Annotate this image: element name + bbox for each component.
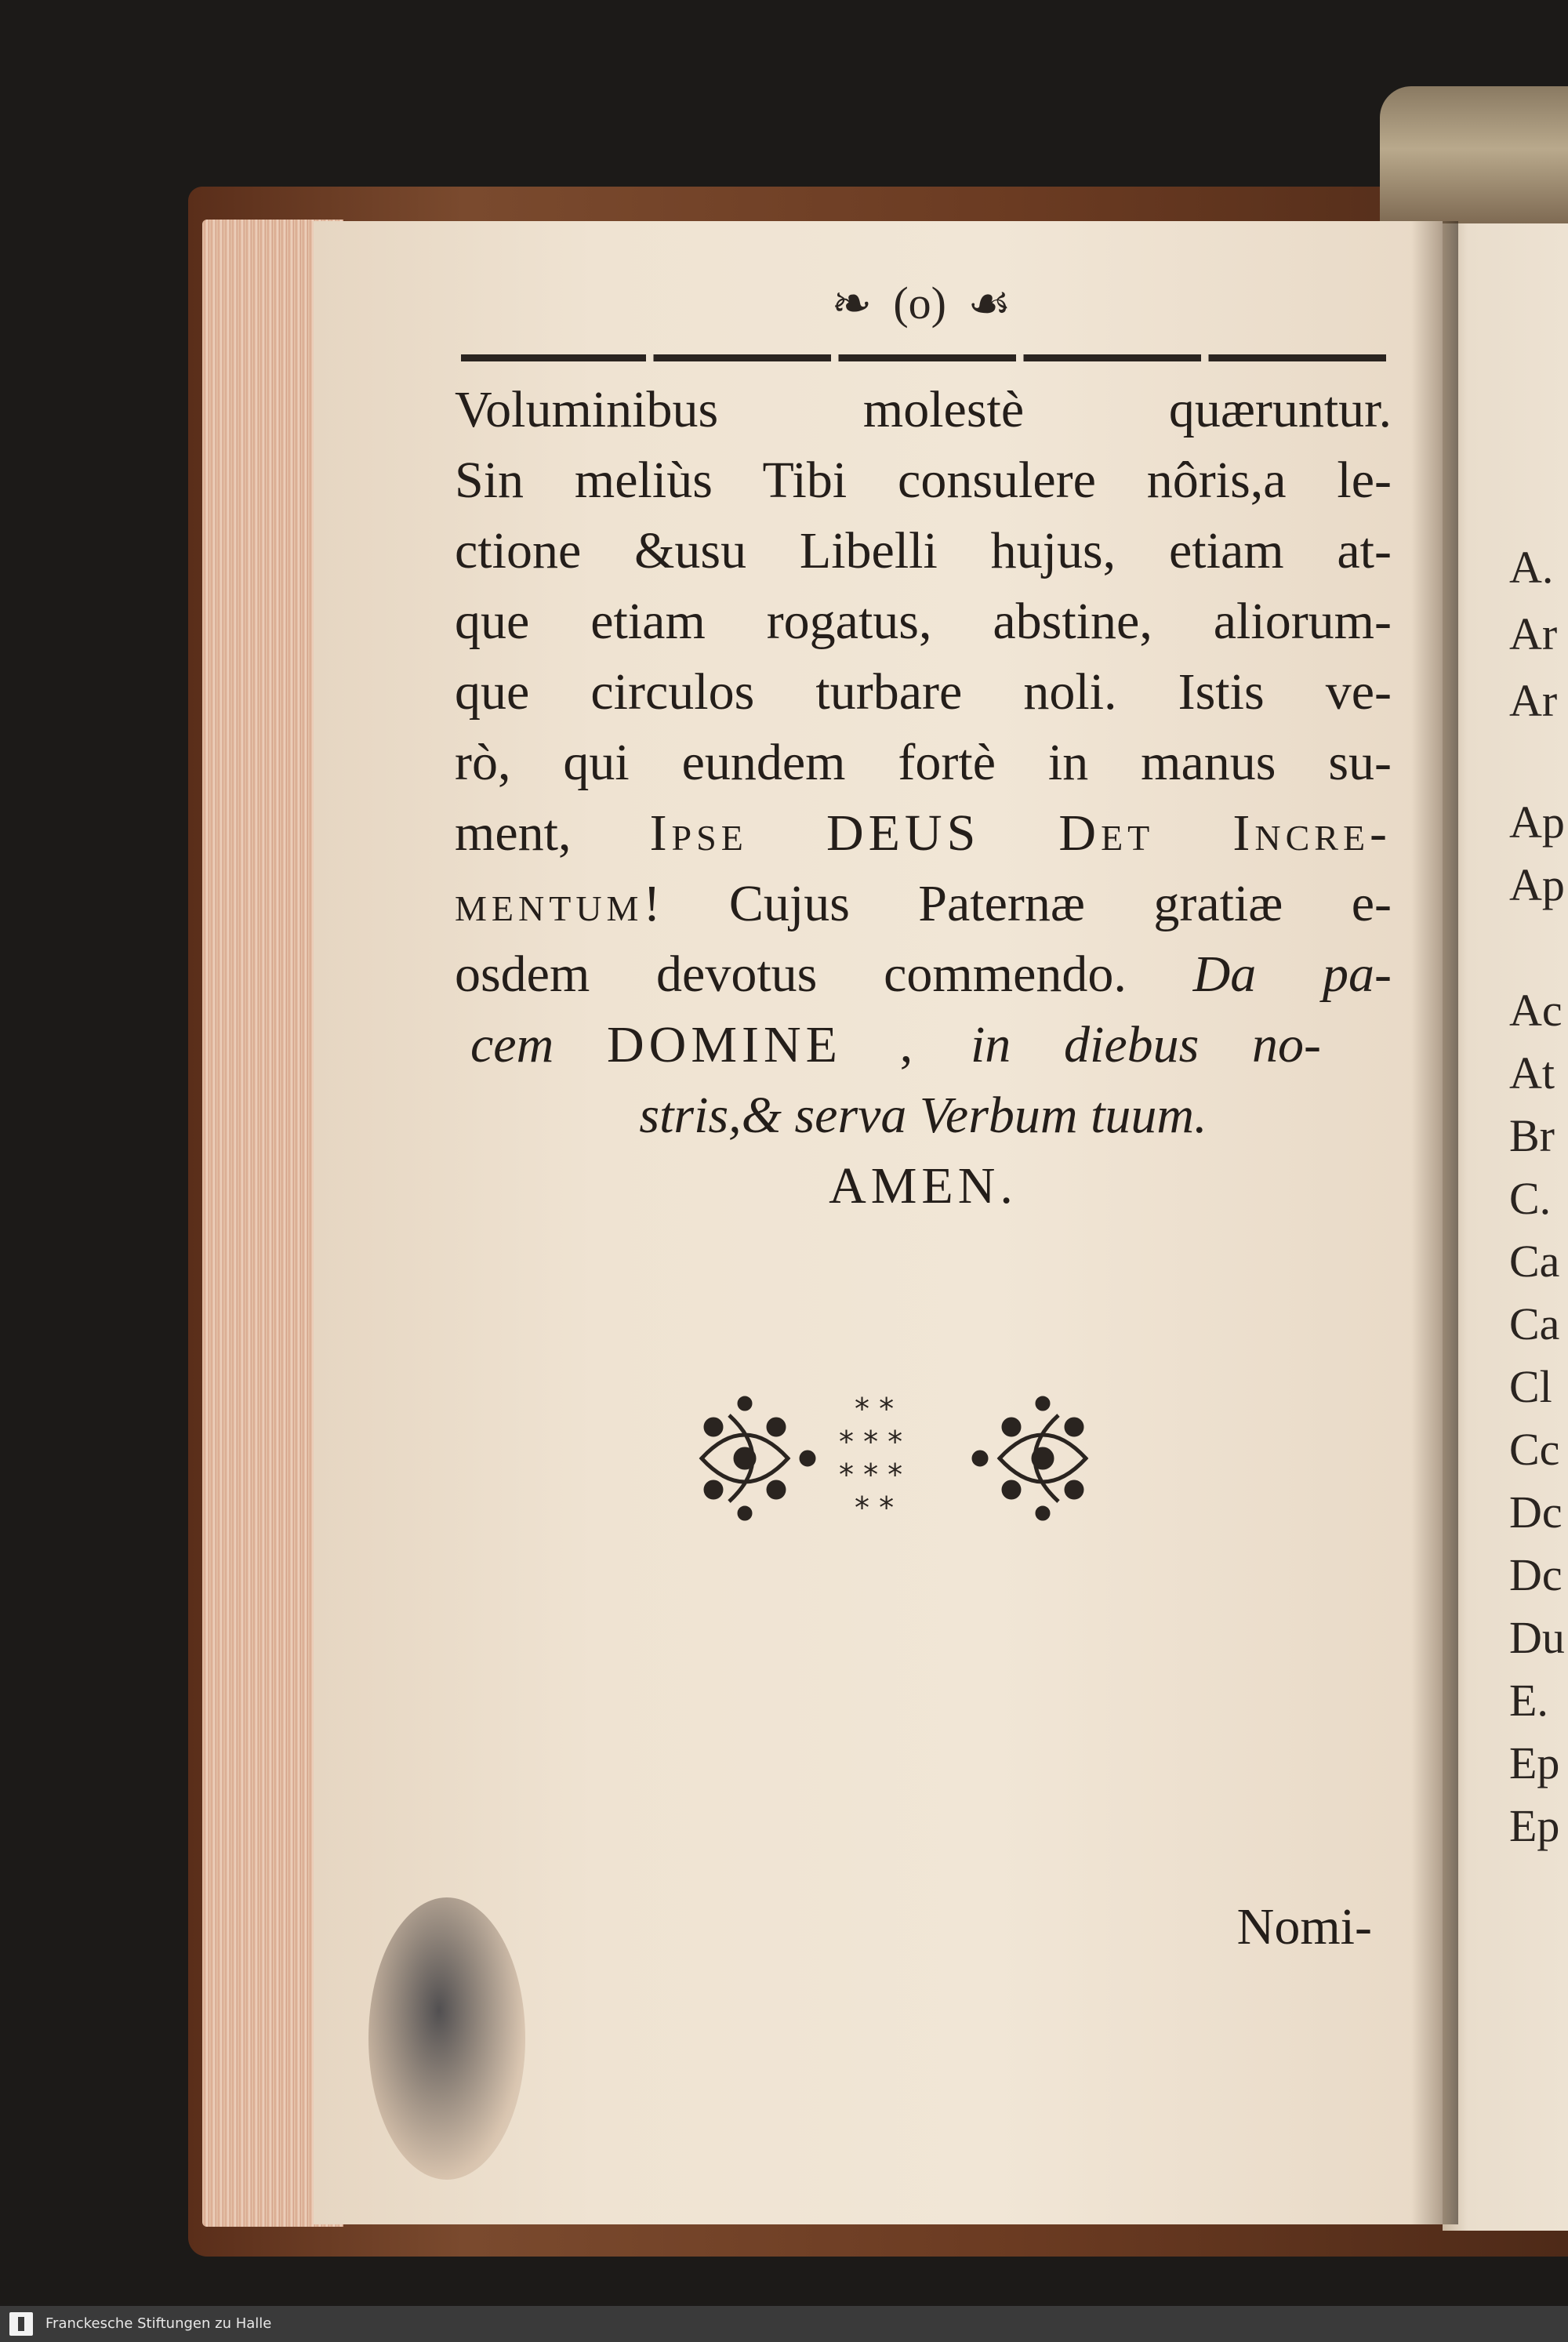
tailpiece-ornament-icon <box>690 1380 1113 1537</box>
text-line-3: ctione &usu Libelli hujus, etiam at- <box>455 522 1392 579</box>
text-line-9 <box>455 939 1392 1010</box>
text-line-9-plain: osdem devotus commendo. <box>455 946 1127 1003</box>
page-gutter <box>1411 221 1458 2224</box>
word-deus: DEUS <box>826 804 981 862</box>
word-domine: DOMINE , <box>607 1016 918 1073</box>
text-line-8 <box>455 869 1392 939</box>
right-page-fragment: At <box>1509 1048 1555 1098</box>
right-page-fragment: A. <box>1509 542 1554 593</box>
header-rule <box>461 354 1386 361</box>
body-text <box>455 375 1392 1222</box>
right-page-fragment: Cc <box>1509 1424 1560 1475</box>
catchword: Nomi- <box>1236 1898 1372 1955</box>
svg-text:* * *: * * * <box>839 1425 903 1459</box>
right-page-fragment: Ep <box>1509 1737 1560 1788</box>
right-page-fragment: Ep <box>1509 1800 1560 1851</box>
right-page-fragment: Ca <box>1509 1236 1560 1287</box>
right-page-fragment: E. <box>1509 1675 1548 1726</box>
institution-logo-icon <box>9 2312 33 2336</box>
text-line-2: Sin meliùs Tibi consulere nôris,a le- <box>455 452 1392 509</box>
right-floral-cluster <box>972 1396 1086 1520</box>
text-line-5: que circulos turbare noli. Istis ve- <box>455 663 1392 721</box>
text-line-7 <box>455 798 1392 869</box>
word-ipse: Ipse <box>649 804 748 862</box>
footer-bar <box>0 2306 1568 2342</box>
right-page-fragment: Ap <box>1509 797 1565 848</box>
text-line-1: Voluminibus molestè quæruntur. <box>455 381 1392 438</box>
right-page-fragment: Du <box>1509 1612 1565 1663</box>
right-page-fragment: Dc <box>1509 1487 1563 1538</box>
text-line-8-rest: ! Cujus Paternæ gratiæ e- <box>643 875 1392 932</box>
text-line-6: rò, qui eundem fortè in manus su- <box>455 734 1392 791</box>
left-floral-cluster <box>702 1396 815 1520</box>
page-header <box>455 274 1388 353</box>
text-line-11: stris,& serva Verbum tuum. <box>639 1087 1207 1144</box>
right-page-fragment: C. <box>1509 1173 1552 1224</box>
right-page-fragment: Cl <box>1509 1361 1552 1412</box>
book-spine-top <box>1380 86 1568 243</box>
right-page-fragment: Ac <box>1509 985 1563 1036</box>
right-page-fragment: Ca <box>1509 1298 1560 1349</box>
right-page <box>1443 223 1568 2231</box>
text-line-10-italic-1: cem <box>470 1016 554 1073</box>
right-page-fragment: Ap <box>1509 859 1565 910</box>
svg-text:* *: * * <box>855 1491 895 1525</box>
footer-label: Franckesche Stiftungen zu Halle <box>45 2315 272 2332</box>
folio-number: (o) <box>893 278 946 329</box>
svg-text:* *: * * <box>855 1392 895 1426</box>
text-line-10-italic-2: in diebus no- <box>970 1016 1322 1073</box>
amen-line: AMEN. <box>829 1157 1018 1215</box>
text-line-10 <box>455 1010 1392 1080</box>
right-page-fragment: Br <box>1509 1110 1555 1161</box>
word-mentum: mentum <box>455 875 644 932</box>
text-line-9-italic: Da pa- <box>1192 946 1392 1003</box>
text-line-7-start: ment, <box>455 804 572 862</box>
left-ornament-icon: ❧ <box>831 274 873 332</box>
text-line-4: que etiam rogatus, abstine, aliorum- <box>455 593 1392 650</box>
word-det: Det <box>1058 804 1155 862</box>
page-stain <box>368 1897 525 2180</box>
right-ornament-icon: ☙ <box>967 274 1011 332</box>
svg-text:* * *: * * * <box>839 1458 903 1492</box>
stars-cluster <box>839 1392 902 1525</box>
word-incre: Incre- <box>1232 804 1392 862</box>
right-page-fragment: Dc <box>1509 1549 1563 1600</box>
right-page-fragment: Ar <box>1509 675 1558 726</box>
right-page-fragment: Ar <box>1509 608 1558 659</box>
